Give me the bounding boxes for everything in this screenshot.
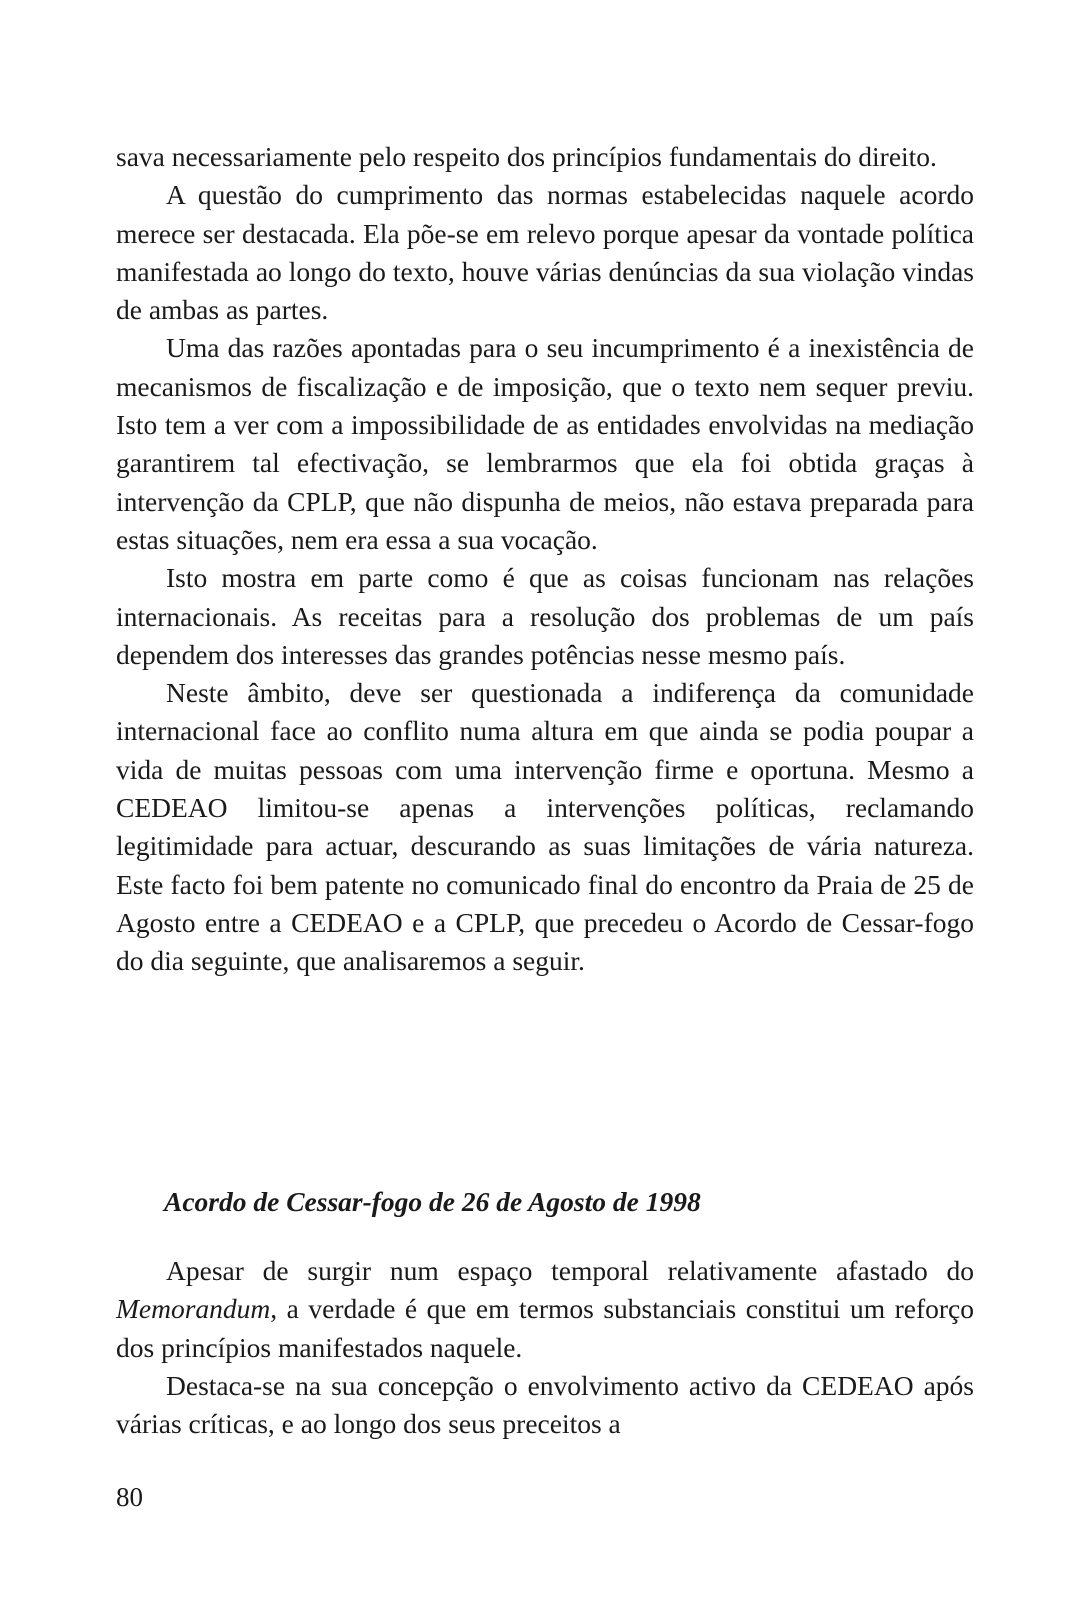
- memorandum-term: Memorandum: [116, 1293, 271, 1325]
- paragraph-6-start: Apesar de surgir num espaço temporal relativamente afastado do: [166, 1255, 974, 1286]
- section-heading: Acordo de Cessar-fogo de 26 de Agosto de 1998: [164, 1186, 701, 1217]
- paragraph-6-end: , a verdade é que em termos substanciais constitui um reforço dos princípios manifestados naquele.: [116, 1293, 974, 1363]
- section-body: [116, 1252, 974, 1443]
- page-number: 80: [116, 1482, 143, 1512]
- body-text: [116, 138, 974, 981]
- paragraph-7: Destaca-se na sua concepção o envolvimento activo da CEDEAO após várias críticas, e ao longo dos seus preceitos a: [116, 1369, 974, 1440]
- paragraph-1: sava necessariamente pelo respeito dos princípios fundamentais do direito.: [116, 141, 937, 172]
- paragraph-3: Uma das razões apontadas para o seu incumprimento é a inexistência de mecanismos de fiscalização e de imposição, que o texto nem sequer previu. Isto tem a ver com a impossibilidade de as entidades envolvidas na mediação garantirem tal efectivação, se lembrarmos que ela foi obtida graças à intervenção da CPLP, que não dispunha de meios, não estava preparada para estas situações, nem era essa a sua vocação.: [116, 332, 974, 555]
- paragraph-6: [116, 1252, 974, 1367]
- paragraph-4: Isto mostra em parte como é que as coisas funcionam nas relações internacionais. As receitas para a resolução dos problemas de um país dependem dos interesses das grandes potências nesse mesmo país.: [116, 562, 974, 670]
- paragraph-5: Neste âmbito, deve ser questionada a indiferença da comunidade internacional face ao conflito numa altura em que ainda se podia poupar a vida de muitas pessoas com uma intervenção firme e oportuna. Mesmo a CEDEAO limitou-se apenas a intervenções políticas, reclamando legitimidade para actuar, descurando as suas limitações de vária natureza. Este facto foi bem patente no comunicado final do encontro da Praia de 25 de Agosto entre a CEDEAO e a CPLP, que precedeu o Acordo de Cessar-fogo do dia seguinte, que analisaremos a seguir.: [116, 677, 974, 977]
- paragraph-2: A questão do cumprimento das normas estabelecidas naquele acordo merece ser destacada. Ela põe-se em relevo porque apesar da vontade política manifestada ao longo do texto, houve várias denúncias da sua violação vindas de ambas as partes.: [116, 179, 974, 326]
